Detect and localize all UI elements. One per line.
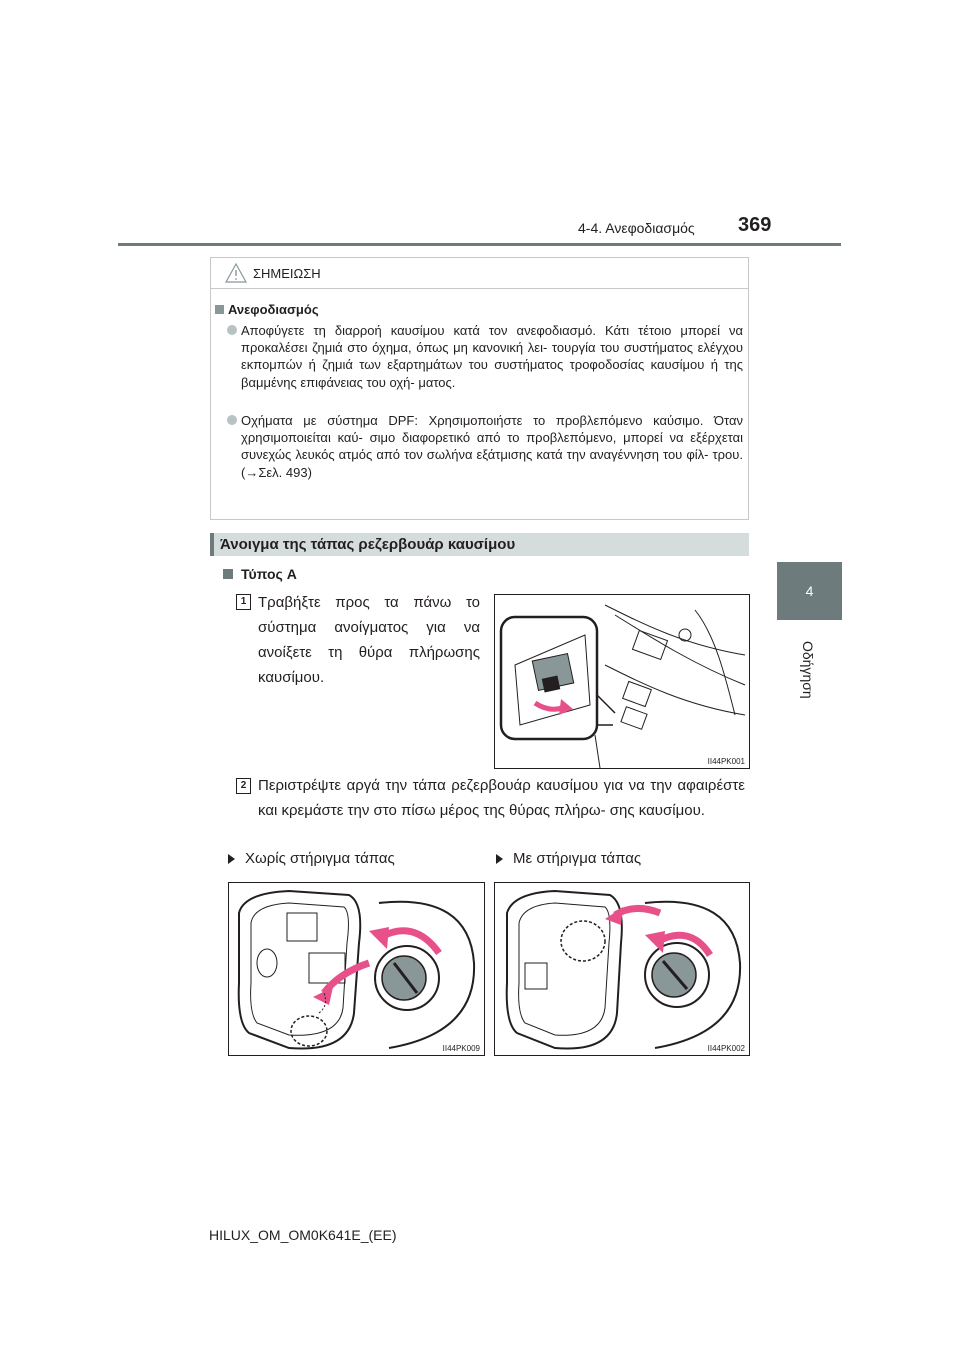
document-code: HILUX_OM_OM0K641E_(EE): [209, 1227, 397, 1243]
header-rule: [118, 243, 841, 246]
figure-code: II44PK002: [707, 1044, 745, 1053]
cap-without-holder-illustration: [229, 883, 484, 1055]
cap-with-holder-illustration: [495, 883, 749, 1055]
figure-without-cap-holder: [228, 882, 485, 1056]
note-title: ΣΗΜΕΙΩΣΗ: [253, 265, 321, 281]
square-bullet-icon: [215, 305, 224, 314]
label-without-holder: Χωρίς στήριγμα τάπας: [228, 850, 395, 867]
circle-bullet-icon: [227, 415, 237, 425]
triangle-bullet-icon: [228, 854, 235, 864]
note-bullet: Οχήματα με σύστημα DPF: Χρησιμοποιήστε το προβλεπόμενο καύσιμο. Όταν χρησιμοποιείται καύ- σιμο διαφορετικό από το προβλεπόμενο, μπορεί να εξέρχεται συνεχώς λευκός ατμός από τον σωλήνα εξάτμισης κατά την αναγέννηση του φίλ- τρου. (→Σελ. 493): [227, 412, 743, 481]
note-bullet: Αποφύγετε τη διαρροή καυσίμου κατά τον ανεφοδιασμό. Κάτι τέτοιο μπορεί να προκαλέσει ζημιά στο όχημα, όπως μη κανονική λει- τουργία του συστήματος ελέγχου εκπομπών ή ζημιά των εξαρτημάτων του συστήματος τροφοδοσίας καυσίμου ή της βαμμένης επιφάνειας του οχή- ματος.: [227, 322, 743, 391]
step-number-1: 1: [236, 594, 251, 610]
page-number: 369: [738, 214, 772, 236]
figure-code: II44PK001: [707, 757, 745, 766]
warning-icon: [225, 263, 247, 283]
chapter-tab: 4: [777, 562, 842, 620]
figure-code: II44PK009: [442, 1044, 480, 1053]
note-box: [210, 257, 749, 520]
circle-bullet-icon: [227, 325, 237, 335]
note-subheading: Ανεφοδιασμός: [215, 302, 319, 317]
square-bullet-icon: [223, 569, 233, 579]
triangle-bullet-icon: [496, 854, 503, 864]
step-number-2: 2: [236, 778, 251, 794]
step-text-2: Περιστρέψτε αργά την τάπα ρεζερβουάρ καυσίμου για να την αφαιρέστε και κρεμάστε την στο πίσω μέρος της θύρας πλήρω- σης καυσίμου.: [258, 777, 745, 819]
section-title: 4-4. Ανεφοδιασμός: [578, 220, 695, 236]
chapter-label: Οδήγηση: [800, 641, 816, 699]
figure-with-cap-holder: [494, 882, 750, 1056]
note-header: [211, 258, 748, 289]
step-text-1: Τραβήξτε προς τα πάνω το σύστημα ανοίγματος για να ανοίξετε τη θύρα πλήρωσης καυσίμου.: [258, 594, 480, 686]
section-heading-bar: Άνοιγμα της τάπας ρεζερβουάρ καυσίμου: [210, 533, 749, 556]
fuel-lever-illustration: [495, 595, 749, 768]
label-with-holder: Με στήριγμα τάπας: [496, 850, 641, 867]
type-heading: Τύπος A: [223, 566, 297, 582]
figure-fuel-door-lever: [494, 594, 750, 769]
